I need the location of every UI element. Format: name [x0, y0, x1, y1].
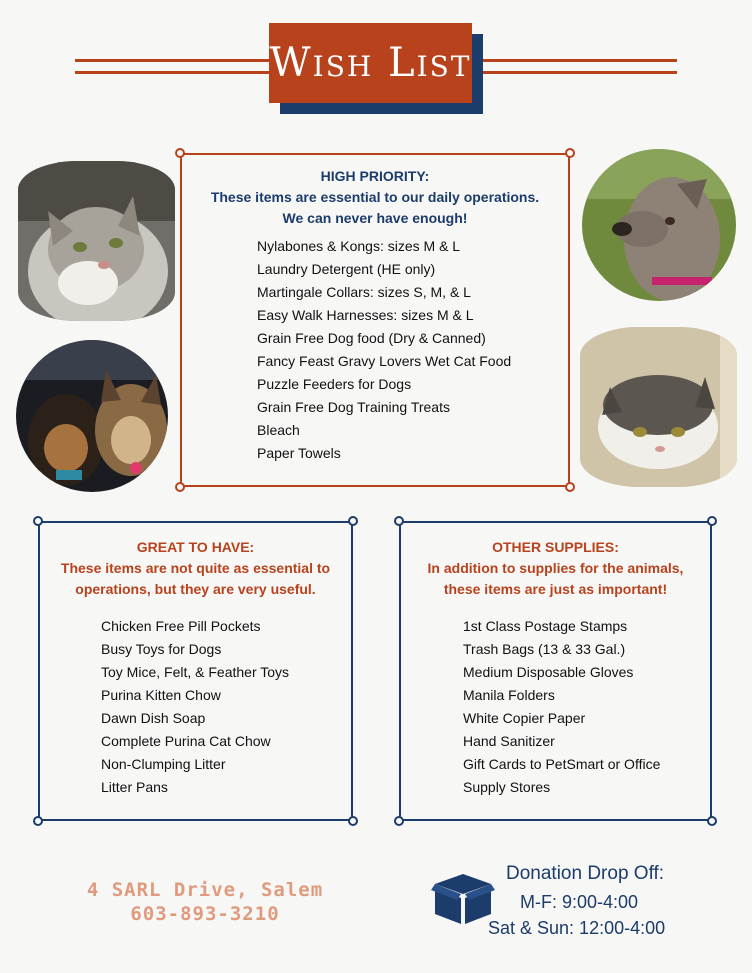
cat-in-box-photo	[580, 327, 737, 487]
high-priority-box	[180, 153, 570, 487]
list-item: Chicken Free Pill Pockets	[101, 618, 261, 634]
corner-ornament	[565, 482, 575, 492]
great-to-have-box	[38, 521, 353, 821]
high-priority-subheading-line1: These items are essential to our daily operations.	[210, 189, 540, 205]
corner-ornament	[565, 148, 575, 158]
list-item: Grain Free Dog food (Dry & Canned)	[257, 330, 486, 346]
list-item: Supply Stores	[463, 779, 551, 795]
other-supplies-subheading-line2: these items are just as important!	[443, 581, 668, 597]
drop-off-title: Donation Drop Off:	[506, 863, 665, 884]
header-rule-left-bottom	[75, 71, 270, 74]
address: 4 SARL Drive, Salem	[86, 879, 324, 901]
corner-ornament	[175, 148, 185, 158]
list-item: Medium Disposable Gloves	[463, 664, 634, 680]
header-rule-left-top	[75, 59, 270, 62]
list-item: White Copier Paper	[463, 710, 586, 726]
great-to-have-subheading-line1: These items are not quite as essential to	[60, 560, 331, 576]
hours-weekday: M-F: 9:00-4:00	[520, 892, 639, 912]
list-item: Busy Toys for Dogs	[101, 641, 222, 657]
list-item: Toy Mice, Felt, & Feather Toys	[101, 664, 290, 680]
header-rule-right-bottom	[483, 71, 677, 74]
corner-ornament	[348, 816, 358, 826]
corner-ornament	[707, 816, 717, 826]
list-item: Fancy Feast Gravy Lovers Wet Cat Food	[257, 353, 512, 369]
list-item: Complete Purina Cat Chow	[101, 733, 271, 749]
corner-ornament	[33, 816, 43, 826]
corner-ornament	[33, 516, 43, 526]
list-item: Nylabones & Kongs: sizes M & L	[257, 238, 461, 254]
hours-weekend: Sat & Sun: 12:00-4:00	[488, 918, 666, 938]
other-supplies-box	[399, 521, 712, 821]
list-item: Bleach	[257, 422, 300, 438]
list-item: Dawn Dish Soap	[101, 710, 206, 726]
box-icon	[431, 868, 495, 926]
list-item: Laundry Detergent (HE only)	[257, 261, 436, 277]
list-item: Grain Free Dog Training Treats	[257, 399, 450, 415]
high-priority-list	[257, 235, 511, 465]
tabby-cat-photo	[18, 161, 175, 321]
phone-number: 603-893-3210	[130, 903, 280, 925]
high-priority-subheading-line2: We can never have enough!	[282, 210, 468, 226]
puppies-photo	[16, 340, 168, 492]
corner-ornament	[707, 516, 717, 526]
corner-ornament	[348, 516, 358, 526]
great-to-have-subheading-line2: operations, but they are very useful.	[75, 581, 316, 597]
list-item: Litter Pans	[101, 779, 168, 795]
list-item: Trash Bags (13 & 33 Gal.)	[463, 641, 626, 657]
list-item: Hand Sanitizer	[463, 733, 555, 749]
list-item: Puzzle Feeders for Dogs	[257, 376, 412, 392]
dog-photo	[582, 149, 736, 301]
corner-ornament	[175, 482, 185, 492]
header-rule-right-top	[483, 59, 677, 62]
high-priority-heading: HIGH PRIORITY:	[320, 168, 430, 184]
other-supplies-heading: OTHER SUPPLIES:	[492, 539, 619, 555]
list-item: Easy Walk Harnesses: sizes M & L	[257, 307, 474, 323]
list-item: 1st Class Postage Stamps	[463, 618, 628, 634]
corner-ornament	[394, 516, 404, 526]
corner-ornament	[394, 816, 404, 826]
list-item: Manila Folders	[463, 687, 555, 703]
list-item: Purina Kitten Chow	[101, 687, 221, 703]
other-supplies-list	[463, 615, 660, 799]
other-supplies-subheading-line1: In addition to supplies for the animals,	[427, 560, 684, 576]
great-to-have-list	[101, 615, 289, 799]
list-item: Paper Towels	[257, 445, 341, 461]
list-item: Non-Clumping Litter	[101, 756, 226, 772]
list-item: Martingale Collars: sizes S, M, & L	[257, 284, 471, 300]
great-to-have-heading: GREAT TO HAVE:	[136, 539, 255, 555]
list-item: Gift Cards to PetSmart or Office	[463, 756, 661, 772]
page-title: Wish List	[269, 23, 472, 103]
